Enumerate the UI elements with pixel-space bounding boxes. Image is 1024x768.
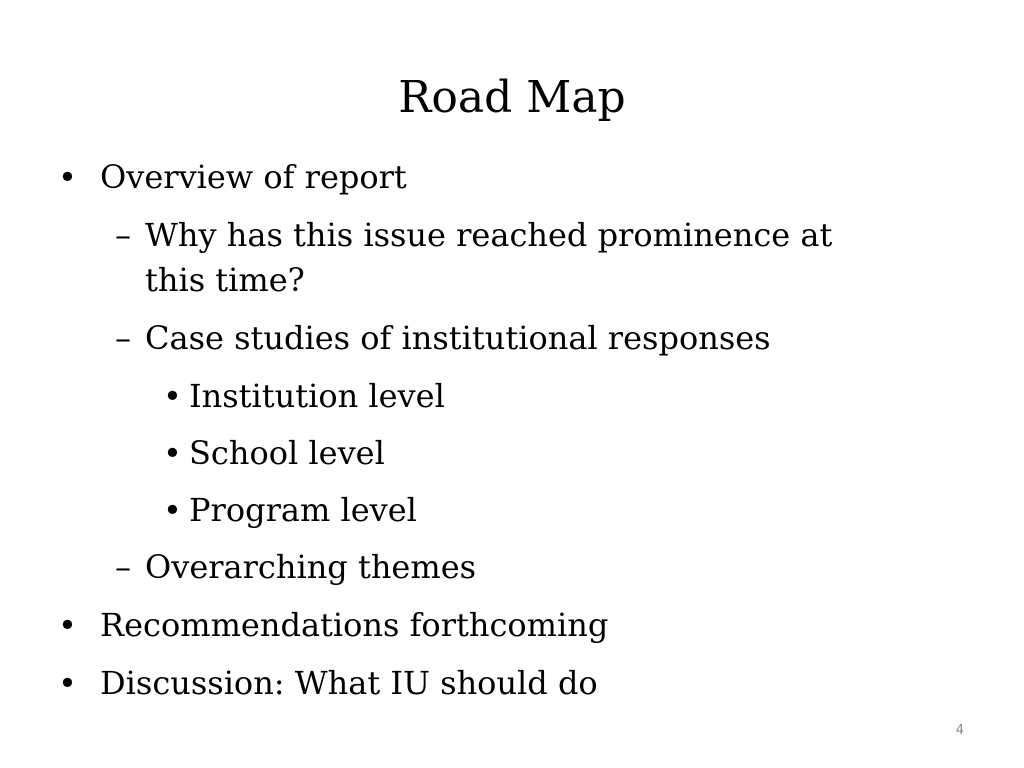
bullet-text: School level — [189, 434, 385, 472]
bullet-overview-of-report — [58, 155, 407, 199]
bullet-marker: • — [58, 158, 77, 196]
sub-bullet-why-prominence-continuation — [145, 258, 305, 302]
dash-marker: – — [115, 548, 131, 586]
bullet-marker: • — [163, 434, 182, 472]
sub-sub-bullet-program-level — [163, 488, 417, 532]
bullet-text: Discussion: What IU should do — [100, 664, 598, 702]
bullet-text: Case studies of institutional responses — [145, 319, 771, 357]
dash-marker: – — [115, 216, 131, 254]
bullet-text: Why has this issue reached prominence at — [145, 216, 833, 254]
slide-title: Road Map — [398, 72, 626, 123]
bullet-recommendations — [58, 603, 609, 647]
sub-bullet-overarching-themes — [115, 545, 477, 589]
bullet-marker: • — [163, 491, 182, 529]
page-number: 4 — [955, 723, 964, 738]
bullet-text: Recommendations forthcoming — [100, 606, 609, 644]
sub-sub-bullet-institution-level — [163, 374, 445, 418]
sub-bullet-case-studies — [115, 316, 771, 360]
dash-marker: – — [115, 319, 131, 357]
bullet-marker: • — [163, 377, 182, 415]
bullet-marker: • — [58, 606, 77, 644]
sub-bullet-why-prominence — [115, 213, 833, 257]
sub-sub-bullet-school-level — [163, 431, 385, 475]
bullet-text: Overarching themes — [145, 548, 477, 586]
bullet-text: Overview of report — [100, 158, 407, 196]
bullet-text: Program level — [189, 491, 417, 529]
bullet-discussion — [58, 661, 598, 705]
bullet-text: Institution level — [189, 377, 445, 415]
bullet-text-continuation: this time? — [145, 261, 305, 299]
bullet-marker: • — [58, 664, 77, 702]
